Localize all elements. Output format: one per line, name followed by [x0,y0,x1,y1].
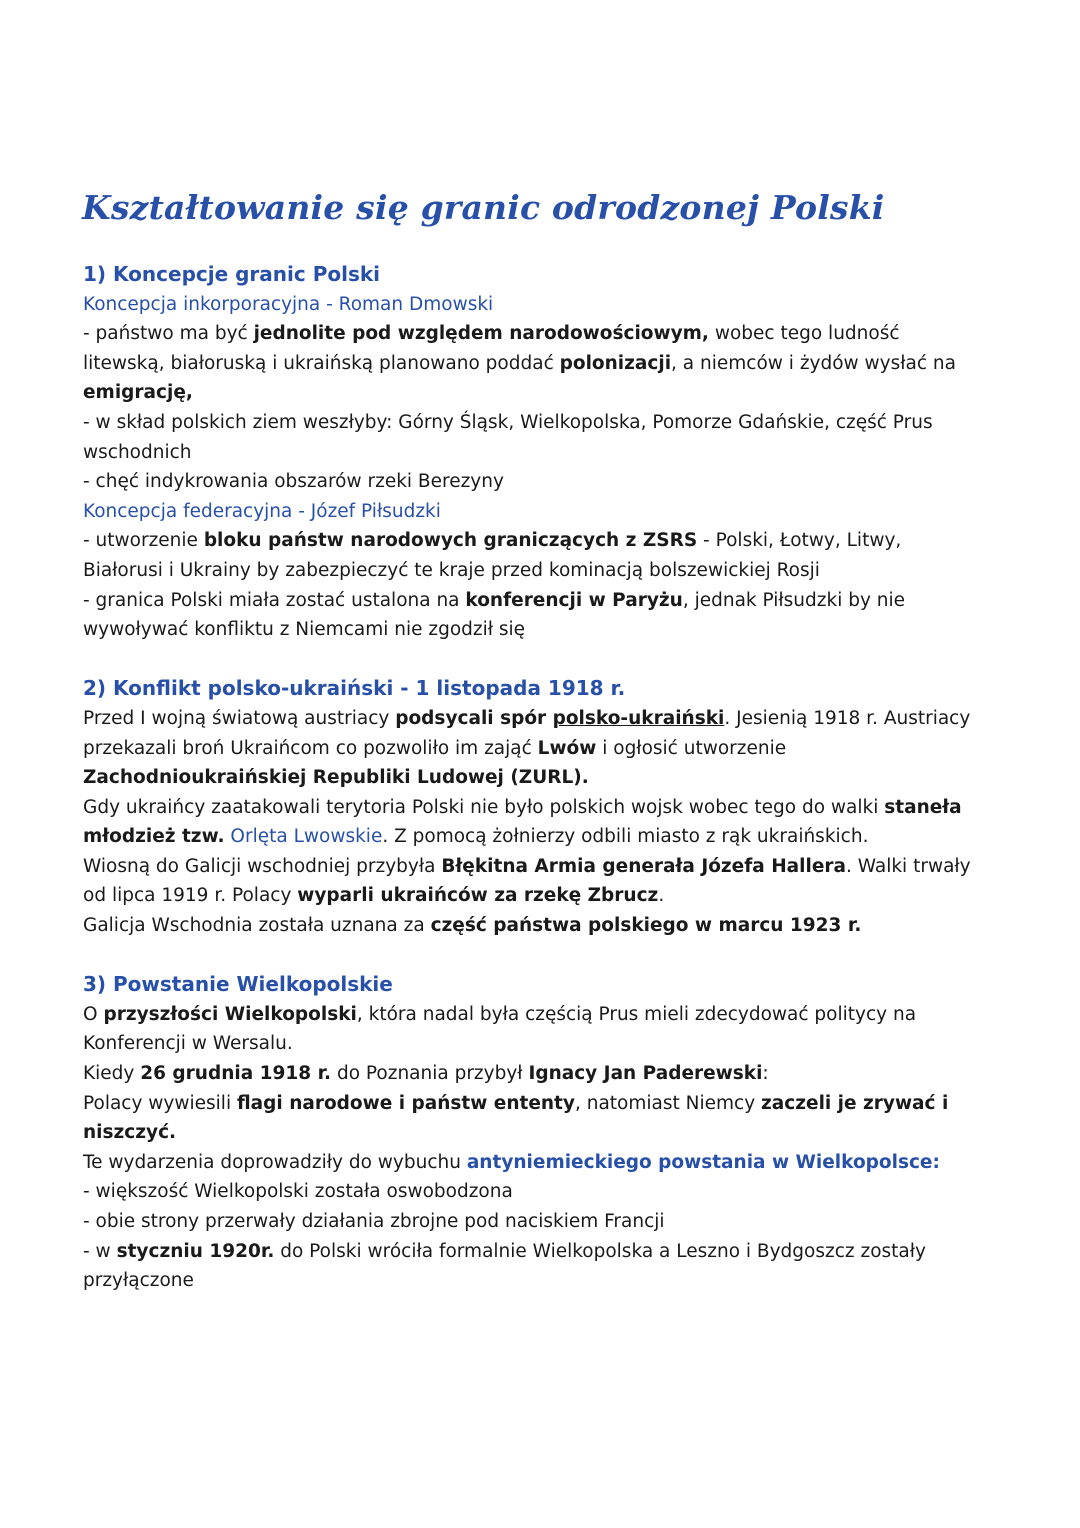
concept-2-paragraph-2: - granica Polski miała zostać ustalona na konferencji w Paryżu, jednak Piłsudzki by nie wywoływać konfliktu z Niemcami nie zgodził się [83,589,906,641]
concept-1-paragraph-1: - państwo ma być jednolite pod względem narodowościowym, wobec tego ludność litewską, białoruską i ukraińską planowano poddać polonizacji, a niemców i żydów wysłać na emigrację, [83,323,956,404]
section-2-paragraph-2: Gdy ukraińcy zaatakowali terytoria Polski nie było polskich wojsk wobec tego do walki staneła młodzież tzw. Orlęta Lwowskie. Z pomocą żołnierzy odbili miasto z rąk ukraińskich. [83,796,962,848]
concept-1-title: Koncepcja inkorporacyjna - Roman Dmowski [83,293,494,315]
document-body [83,260,983,1296]
section-1-heading: 1) Koncepcje granic Polski [83,262,381,286]
page-title: Kształtowanie się granic odrodzonej Polski [82,188,885,227]
section-3-bullet-3: - w styczniu 1920r. do Polski wróciła formalnie Wielkopolska a Leszno i Bydgoszcz zostały przyłączone [83,1240,926,1292]
spacer [83,645,983,675]
section-3-heading: 3) Powstanie Wielkopolskie [83,972,393,997]
section-3-paragraph-1: O przyszłości Wielkopolski, która nadal była częścią Prus mieli zdecydować politycy na Konferencji w Wersalu. [83,1003,917,1055]
section-2-paragraph-3: Wiosną do Galicji wschodniej przybyła Błękitna Armia generała Józefa Hallera. Walki trwały od lipca 1919 r. Polacy wyparli ukraińców za rzekę Zbrucz. [83,855,971,907]
concept-2-paragraph-1: - utworzenie bloku państw narodowych graniczących z ZSRS - Polski, Łotwy, Litwy, Białorusi i Ukrainy by zabezpieczyć te kraje przed kominacją bolszewickiej Rosji [83,530,902,581]
section-3-bullet-2: - obie strony przerwały działania zbrojne pod naciskiem Francji [83,1211,665,1232]
section-3-paragraph-4: Te wydarzenia doprowadziły do wybuchu antyniemieckiego powstania w Wielkopolsce: [83,1151,940,1173]
concept-2-title: Koncepcja federacyjna - Józef Piłsudzki [83,500,441,522]
concept-1-paragraph-2: - w skład polskich ziem weszłyby: Górny Śląsk, Wielkopolska, Pomorze Gdańskie, część Prus wschodnich [83,411,933,463]
section-3-paragraph-2: Kiedy 26 grudnia 1918 r. do Poznania przybył Ignacy Jan Paderewski: [83,1063,769,1085]
section-2-paragraph-4: Galicja Wschodnia została uznana za część państwa polskiego w marcu 1923 r. [83,915,862,937]
concept-1-paragraph-3: - chęć indykrowania obszarów rzeki Berezyny [83,471,504,493]
section-3-paragraph-3: Polacy wywiesili flagi narodowe i państw ententy, natomiast Niemcy zaczeli je zrywać i niszczyć. [83,1092,949,1144]
spacer [83,941,983,971]
section-2-paragraph-1: Przed I wojną światową austriacy podsycali spór polsko-ukraiński. Jesienią 1918 r. Austriacy przekazali broń Ukraińcom co pozwoliło im zająć Lwów i ogłosić utworzenie Zachodnioukraińskiej Republiki Ludowej (ZURL). [83,707,971,789]
section-3-bullet-1: - większość Wielkopolski została oswobodzona [83,1181,513,1203]
section-2-heading: 2) Konflikt polsko-ukraiński - 1 listopada 1918 r. [83,676,626,701]
